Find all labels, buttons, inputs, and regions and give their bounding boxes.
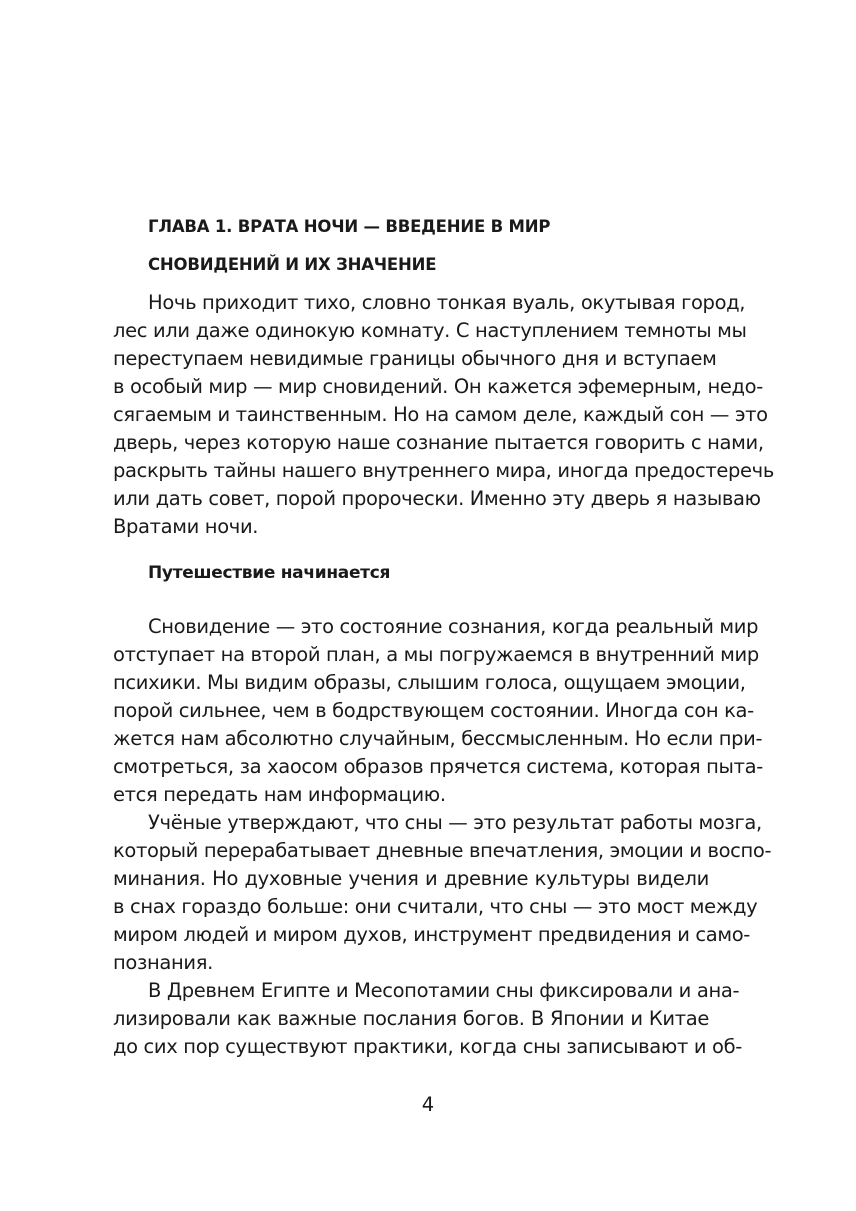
text-line: сягаемым и таинственным. Но на самом деле, каждый сон — это [113, 403, 768, 426]
text-line: отступает на второй план, а мы погружаемся в внутренний мир [113, 643, 759, 666]
text-line: жется нам абсолютно случайным, бессмысленным. Но если при- [113, 727, 763, 750]
text-line: Ночь приходит тихо, словно тонкая вуаль, окутывая город, [148, 291, 746, 314]
section-body [113, 613, 772, 1061]
text-line: миром людей и миром духов, инструмент предвидения и само- [113, 923, 750, 946]
chapter-title-line-1: ГЛАВА 1. ВРАТА НОЧИ — ВВЕДЕНИЕ В МИР [148, 217, 551, 236]
text-line: ется передать нам информацию. [113, 783, 446, 806]
text-line: который перерабатывает дневные впечатления, эмоции и воспо- [113, 839, 772, 862]
page-number: 4 [421, 1093, 435, 1116]
text-line: познания. [113, 951, 213, 974]
text-line: минания. Но духовные учения и древние культуры видели [113, 867, 709, 890]
text-line: переступаем невидимые границы обычного дня и вступаем [113, 347, 717, 370]
text-line: лизировали как важные послания богов. В Японии и Китае [113, 1007, 709, 1030]
text-line: дверь, через которую наше сознание пытается говорить с нами, [113, 431, 764, 454]
text-line: лес или даже одинокую комнату. С наступлением темноты мы [113, 319, 747, 342]
text-line: Вратами ночи. [113, 515, 259, 538]
text-line: или дать совет, порой пророчески. Именно эту дверь я называю [113, 487, 761, 510]
text-line: в особый мир — мир сновидений. Он кажется эфемерным, недо- [113, 375, 763, 398]
text-line: психики. Мы видим образы, слышим голоса, ощущаем эмоции, [113, 671, 746, 694]
text-line: Учёные утверждают, что сны — это результат работы мозга, [148, 811, 762, 834]
text-line: В Древнем Египте и Месопотамии сны фиксировали и ана- [148, 979, 740, 1002]
section-heading: Путешествие начинается [148, 563, 391, 583]
intro-paragraph [113, 289, 774, 541]
text-line: в снах гораздо больше: они считали, что сны — это мост между [113, 895, 758, 918]
chapter-title-line-2: СНОВИДЕНИЙ И ИХ ЗНАЧЕНИЕ [148, 255, 437, 274]
chapter-title [148, 208, 728, 284]
text-line: смотреться, за хаосом образов прячется система, которая пыта- [113, 755, 763, 778]
text-line: Сновидение — это состояние сознания, когда реальный мир [148, 615, 759, 638]
text-line: порой сильнее, чем в бодрствующем состоянии. Иногда сон ка- [113, 699, 754, 722]
text-line: до сих пор существуют практики, когда сны записывают и об- [113, 1035, 742, 1058]
text-line: раскрыть тайны нашего внутреннего мира, иногда предостеречь [113, 459, 774, 482]
